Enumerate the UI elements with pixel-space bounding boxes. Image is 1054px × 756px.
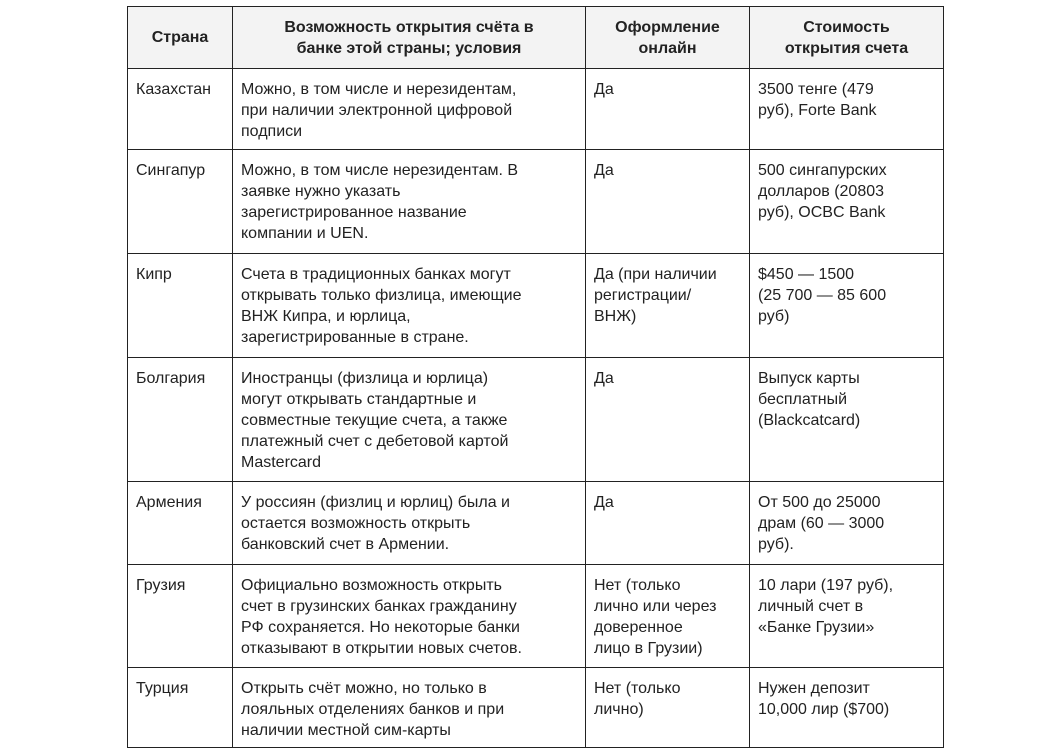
cell-conditions: Можно, в том числе нерезидентам. В заявке нужно указать зарегистрированное название компании и UEN.	[233, 150, 586, 254]
cell-online: Да (при наличии регистрации/ ВНЖ)	[586, 254, 750, 358]
header-country: Страна	[128, 7, 233, 69]
cell-conditions: Счета в традиционных банках могут открывать только физлица, имеющие ВНЖ Кипра, и юрлица, зарегистрированные в стране.	[233, 254, 586, 358]
cell-cost: 3500 тенге (479 руб), Forte Bank	[750, 69, 944, 150]
header-online: Оформление онлайн	[586, 7, 750, 69]
table-row	[128, 150, 944, 254]
cell-country: Кипр	[128, 254, 233, 358]
cell-country: Казахстан	[128, 69, 233, 150]
cell-cost: От 500 до 25000 драм (60 — 3000 руб).	[750, 482, 944, 565]
cell-online: Нет (только лично)	[586, 668, 750, 748]
table-row	[128, 69, 944, 150]
cell-cost: 500 сингапурских долларов (20803 руб), OCBC Bank	[750, 150, 944, 254]
header-cost: Стоимость открытия счета	[750, 7, 944, 69]
bank-accounts-table	[127, 6, 944, 748]
table-row	[128, 254, 944, 358]
cell-cost: $450 — 1500 (25 700 — 85 600 руб)	[750, 254, 944, 358]
cell-conditions: Иностранцы (физлица и юрлица) могут открывать стандартные и совместные текущие счета, а также платежный счет с дебетовой картой Mastercard	[233, 358, 586, 482]
cell-country: Грузия	[128, 565, 233, 668]
table-row	[128, 358, 944, 482]
cell-country: Армения	[128, 482, 233, 565]
table-header-row	[128, 7, 944, 69]
cell-cost: Выпуск карты бесплатный (Blackcatcard)	[750, 358, 944, 482]
cell-country: Болгария	[128, 358, 233, 482]
cell-online: Да	[586, 358, 750, 482]
cell-online: Да	[586, 69, 750, 150]
cell-online: Да	[586, 482, 750, 565]
header-conditions: Возможность открытия счёта в банке этой страны; условия	[233, 7, 586, 69]
cell-cost: Нужен депозит 10,000 лир ($700)	[750, 668, 944, 748]
cell-conditions: Открыть счёт можно, но только в лояльных отделениях банков и при наличии местной сим-карты	[233, 668, 586, 748]
table-body	[128, 69, 944, 748]
cell-online: Нет (только лично или через доверенное лицо в Грузии)	[586, 565, 750, 668]
table-row	[128, 668, 944, 748]
cell-conditions: У россиян (физлиц и юрлиц) была и остается возможность открыть банковский счет в Армении.	[233, 482, 586, 565]
table-row	[128, 565, 944, 668]
cell-country: Сингапур	[128, 150, 233, 254]
cell-cost: 10 лари (197 руб), личный счет в «Банке Грузии»	[750, 565, 944, 668]
cell-online: Да	[586, 150, 750, 254]
table-row	[128, 482, 944, 565]
cell-conditions: Можно, в том числе и нерезидентам, при наличии электронной цифровой подписи	[233, 69, 586, 150]
cell-country: Турция	[128, 668, 233, 748]
cell-conditions: Официально возможность открыть счет в грузинских банках гражданину РФ сохраняется. Но некоторые банки отказывают в открытии новых счетов.	[233, 565, 586, 668]
